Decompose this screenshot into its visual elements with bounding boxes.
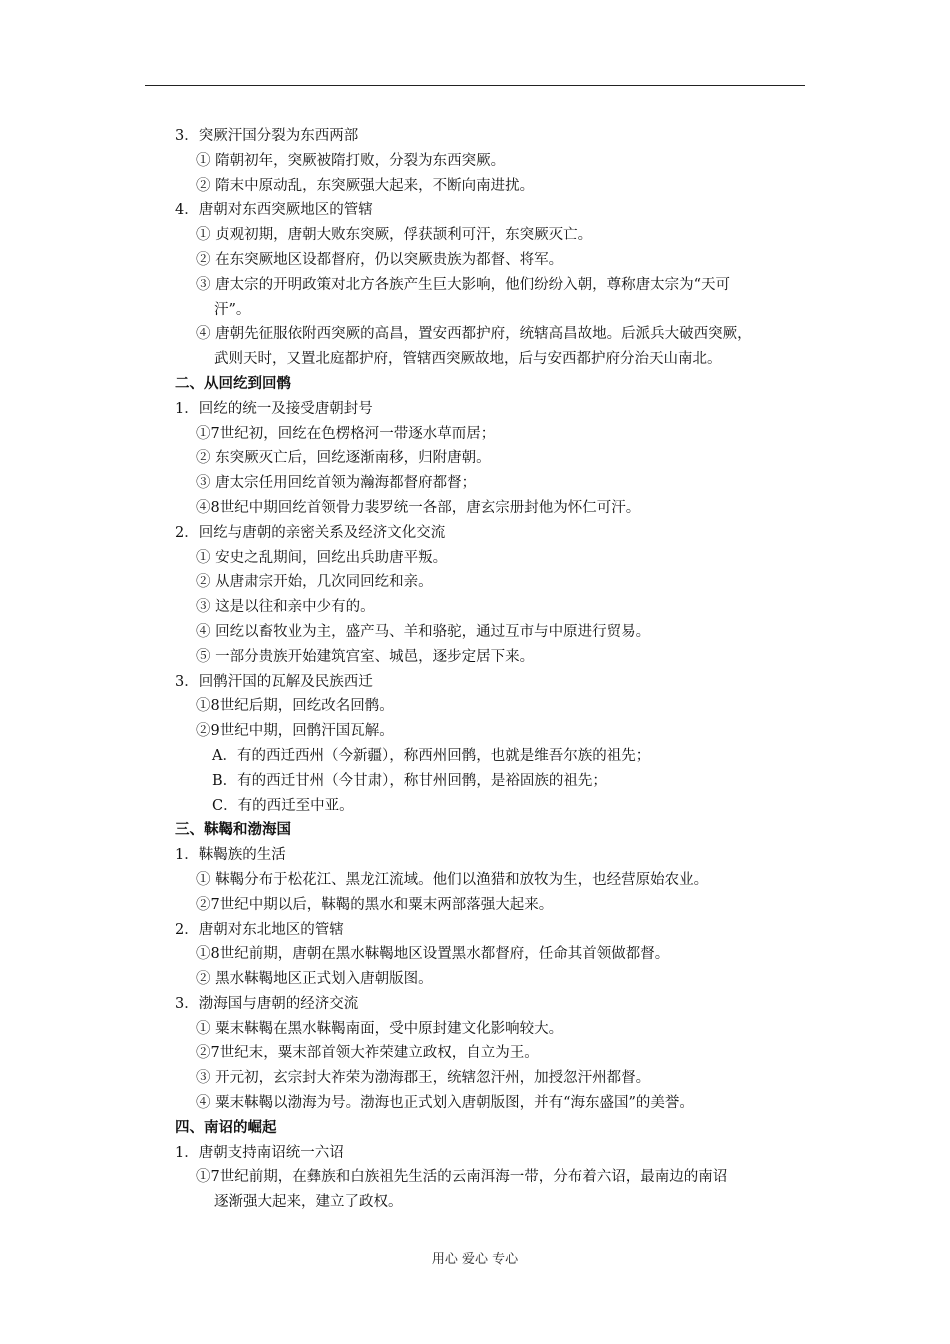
list-item: ①7世纪前期，在彝族和白族祖先生活的云南洱海一带，分布着六诏，最南边的南诏 (196, 1169, 728, 1186)
list-item: ① 隋朝初年，突厥被隋打败，分裂为东西突厥。 (196, 152, 506, 169)
list-item: ④ 回纥以畜牧业为主，盛产马、羊和骆驼，通过互市与中原进行贸易。 (196, 623, 651, 640)
subsection-heading: 4．唐朝对东西突厥地区的管辖 (175, 202, 373, 219)
list-item: ① 安史之乱期间，回纥出兵助唐平叛。 (196, 549, 448, 566)
document-body (175, 124, 815, 1215)
subsection-heading: 1．回纥的统一及接受唐朝封号 (175, 400, 373, 417)
list-item: ③ 唐太宗的开明政策对北方各族产生巨大影响，他们纷纷入朝，尊称唐太宗为“天可 (196, 276, 731, 293)
subsection-heading: 1．靺鞨族的生活 (175, 847, 286, 864)
subsection-heading: 3．回鹘汗国的瓦解及民族西迁 (175, 673, 373, 690)
list-item: ① 贞观初期，唐朝大败东突厥，俘获颉利可汗，东突厥灭亡。 (196, 227, 593, 244)
list-item-continuation: 武则天时，又置北庭都护府，管辖西突厥故地，后与安西都护府分治天山南北。 (214, 351, 722, 368)
subsection-heading: 2．唐朝对东北地区的管辖 (175, 921, 344, 938)
subsection-heading: 3．突厥汗国分裂为东西两部 (175, 128, 359, 144)
section-heading: 二、从回纥到回鹘 (175, 374, 291, 392)
page-footer: 用心 爱心 专心 (431, 1252, 519, 1267)
list-item: ② 黑水靺鞨地区正式划入唐朝版图。 (196, 971, 433, 988)
list-item: ② 隋末中原动乱，东突厥强大起来，不断向南进扰。 (196, 177, 535, 194)
list-item: ③ 这是以往和亲中少有的。 (196, 599, 375, 616)
subsection-heading: 2．回纥与唐朝的亲密关系及经济文化交流 (175, 524, 446, 541)
list-subitem: A．有的西迁西州（今新疆），称西州回鹘，也就是维吾尔族的祖先； (212, 747, 651, 764)
section-heading: 三、靺鞨和渤海国 (175, 821, 291, 839)
list-subitem: C．有的西迁至中亚。 (212, 797, 354, 814)
list-item: ② 东突厥灭亡后，回纥逐渐南移，归附唐朝。 (196, 450, 491, 467)
list-item: ② 从唐肃宗开始，几次同回纥和亲。 (196, 574, 433, 591)
list-item: ③ 唐太宗任用回纥首领为瀚海都督府都督； (196, 475, 477, 492)
list-item: ②9世纪中期，回鹘汗国瓦解。 (196, 723, 394, 740)
subsection-heading: 1．唐朝支持南诏统一六诏 (175, 1144, 344, 1161)
list-item: ②7世纪末，粟末部首领大祚荣建立政权，自立为王。 (196, 1045, 539, 1062)
list-item: ① 靺鞨分布于松花江、黑龙江流域。他们以渔猎和放牧为生，也经营原始农业。 (196, 871, 709, 888)
list-item: ②7世纪中期以后，靺鞨的黑水和粟末两部落强大起来。 (196, 896, 554, 913)
list-item: ③ 开元初，玄宗封大祚荣为渤海郡王，统辖忽汗州，加授忽汗州都督。 (196, 1070, 651, 1087)
subsection-heading: 3．渤海国与唐朝的经济交流 (175, 995, 359, 1012)
list-item-continuation: 逐渐强大起来，建立了政权。 (214, 1194, 403, 1211)
section-heading: 四、南诏的崛起 (175, 1118, 277, 1136)
list-item: ② 在东突厥地区设都督府，仍以突厥贵族为都督、将军。 (196, 251, 564, 268)
header-rule (145, 85, 805, 86)
list-item: ④ 唐朝先征服依附西突厥的高昌，置安西都护府，统辖高昌故地。后派兵大破西突厥， (196, 326, 752, 343)
list-item: ①8世纪后期，回纥改名回鹘。 (196, 698, 394, 715)
list-item: ④ 粟末靺鞨以渤海为号。渤海也正式划入唐朝版图，并有“海东盛国”的美誉。 (196, 1095, 694, 1112)
list-item: ④8世纪中期回纥首领骨力裴罗统一各部，唐玄宗册封他为怀仁可汗。 (196, 499, 641, 516)
list-item: ⑤ 一部分贵族开始建筑宫室、城邑，逐步定居下来。 (196, 648, 535, 665)
list-item: ①7世纪初，回纥在色楞格河一带逐水草而居； (196, 425, 496, 442)
list-item-continuation: 汗”。 (214, 301, 251, 318)
list-item: ① 粟末靺鞨在黑水靺鞨南面，受中原封建文化影响较大。 (196, 1020, 564, 1037)
list-subitem: B．有的西迁甘州（今甘肃），称甘州回鹘，是裕固族的祖先； (212, 772, 607, 789)
list-item: ①8世纪前期，唐朝在黑水靺鞨地区设置黑水都督府，任命其首领做都督。 (196, 946, 670, 963)
